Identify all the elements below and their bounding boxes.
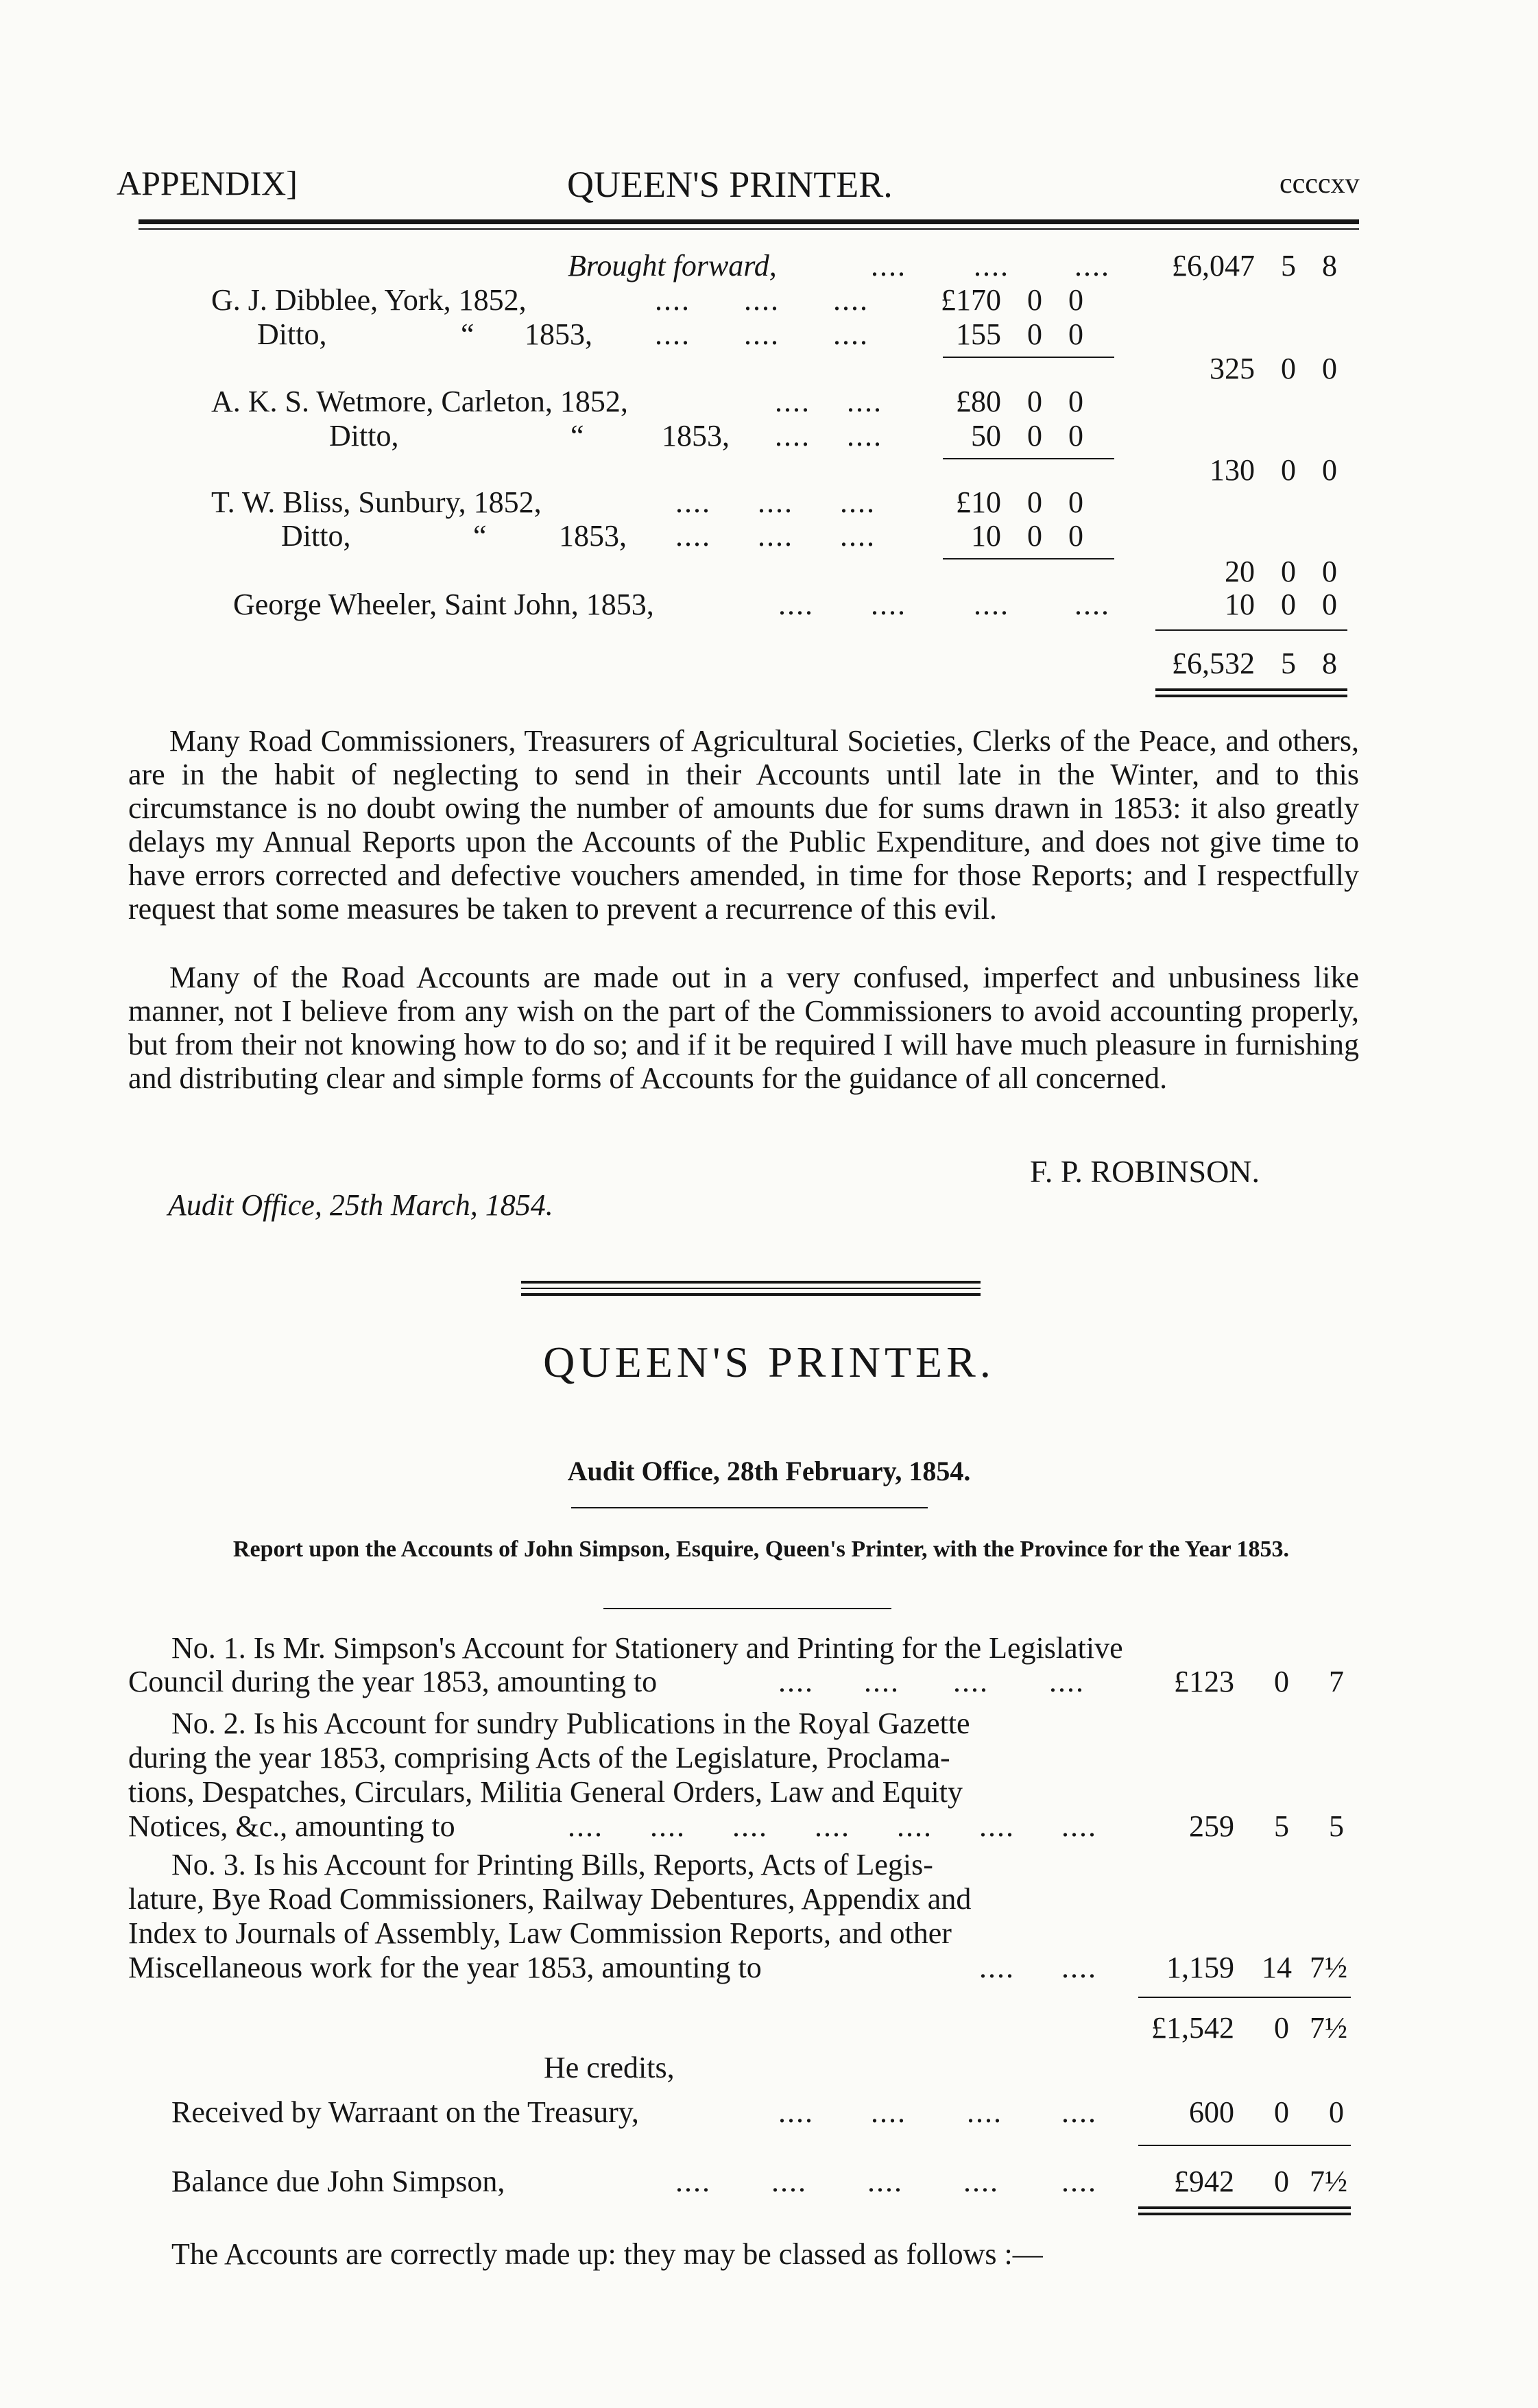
- leader-dots: ....: [833, 283, 869, 317]
- leader-dots: ....: [1074, 588, 1110, 621]
- item-line: No. 3. Is his Account for Printing Bills, Reports, Acts of Legis-: [171, 1848, 933, 1881]
- subtotal-pence: 0: [1322, 555, 1337, 588]
- item-pounds: 259: [1189, 1809, 1234, 1843]
- page-number: ccccxv: [1279, 168, 1360, 200]
- subtotal-pounds: 130: [1210, 453, 1255, 487]
- subtotal-pounds: 325: [1210, 352, 1255, 385]
- entry-shillings: 0: [1027, 485, 1042, 519]
- entry-name: Ditto,: [281, 519, 351, 553]
- entry-name: Ditto,: [257, 317, 327, 351]
- brought-forward-pence: 8: [1322, 249, 1337, 282]
- leader-dots: ....: [1049, 1665, 1085, 1698]
- balance-rule: [1138, 2145, 1351, 2146]
- item-line: No. 2. Is his Account for sundry Publications in the Royal Gazette: [171, 1707, 970, 1740]
- dateline-rule: [571, 1507, 928, 1508]
- leader-dots: ....: [1061, 1951, 1097, 1984]
- leader-dots: ....: [758, 485, 793, 519]
- item-shillings: 14: [1262, 1951, 1292, 1984]
- report-title: Report upon the Accounts of John Simpson, Esquire, Queen's Printer, with the Province for the Year 1853.: [232, 1537, 1290, 1562]
- entry-shillings: 0: [1027, 419, 1042, 453]
- leader-dots: ....: [778, 2095, 814, 2129]
- leader-dots: ....: [675, 485, 711, 519]
- subtotal-pence: 0: [1322, 352, 1337, 385]
- section-rule: [521, 1293, 981, 1296]
- item-line: Miscellaneous work for the year 1853, amounting to: [128, 1951, 762, 1984]
- leader-dots: ....: [847, 419, 882, 453]
- leader-dots: ....: [871, 249, 906, 282]
- entry-pence: 0: [1068, 385, 1083, 418]
- entry-pence: 0: [1068, 317, 1083, 351]
- received-label: Received by Warraant on the Treasury,: [171, 2095, 639, 2129]
- leader-dots: ....: [840, 519, 876, 553]
- leader-dots: ....: [840, 485, 876, 519]
- leader-dots: ....: [675, 519, 711, 553]
- leader-dots: ....: [655, 283, 690, 317]
- received-pounds: 600: [1189, 2095, 1234, 2129]
- total-rule: [1155, 629, 1347, 631]
- leader-dots: ....: [953, 1665, 989, 1698]
- running-head-left: APPENDIX]: [117, 164, 298, 202]
- wheeler-pounds: 10: [1225, 588, 1255, 621]
- subtotal-shillings: 0: [1281, 555, 1296, 588]
- leader-dots: ....: [897, 1809, 933, 1843]
- ditto-mark: “: [473, 519, 487, 553]
- leader-dots: ....: [771, 2165, 807, 2198]
- ditto-mark: “: [461, 317, 474, 351]
- item-line: during the year 1853, comprising Acts of the Legislature, Proclama-: [128, 1741, 950, 1774]
- entry-name: George Wheeler, Saint John, 1853,: [233, 588, 654, 621]
- item-line: Index to Journals of Assembly, Law Commission Reports, and other: [128, 1916, 952, 1950]
- received-shillings: 0: [1274, 2095, 1289, 2129]
- leader-dots: ....: [732, 1809, 768, 1843]
- header-rule-thin: [139, 228, 1359, 230]
- item-shillings: 5: [1274, 1809, 1289, 1843]
- leader-dots: ....: [758, 519, 793, 553]
- entry-pence: 0: [1068, 283, 1083, 317]
- section-title: QUEEN'S PRINTER.: [543, 1338, 995, 1386]
- received-pence: 0: [1329, 2095, 1344, 2129]
- subtotal-pence: 0: [1322, 453, 1337, 487]
- leader-dots: ....: [847, 385, 882, 418]
- entry-pence: 0: [1068, 419, 1083, 453]
- header-rule: [139, 219, 1359, 224]
- leader-dots: ....: [778, 588, 814, 621]
- entry-name: G. J. Dibblee, York, 1852,: [211, 283, 527, 317]
- dateline: Audit Office, 28th February, 1854.: [567, 1456, 971, 1486]
- leader-dots: ....: [655, 317, 690, 351]
- leader-dots: ....: [815, 1809, 850, 1843]
- wheeler-pence: 0: [1322, 588, 1337, 621]
- brought-forward-pounds: £6,047: [1172, 249, 1255, 282]
- section-rule-thin: [521, 1288, 981, 1289]
- subtotal-pounds: 20: [1225, 555, 1255, 588]
- leader-dots: ....: [974, 588, 1009, 621]
- item-pence: 7½: [1310, 1951, 1347, 1984]
- leader-dots: ....: [778, 1665, 814, 1698]
- entry-year: 1853,: [662, 419, 730, 453]
- place-date: Audit Office, 25th March, 1854.: [168, 1188, 553, 1222]
- leader-dots: ....: [867, 2165, 903, 2198]
- entry-pounds: £10: [956, 485, 1001, 519]
- leader-dots: ....: [864, 1665, 900, 1698]
- leader-dots: ....: [775, 385, 810, 418]
- leader-dots: ....: [871, 2095, 906, 2129]
- running-head-title: QUEEN'S PRINTER.: [567, 164, 893, 205]
- leader-dots: ....: [1061, 2165, 1097, 2198]
- item-shillings: 0: [1274, 1665, 1289, 1698]
- credits-label: He credits,: [544, 2051, 675, 2084]
- total-double-rule: [1155, 695, 1347, 697]
- leader-dots: ....: [744, 283, 780, 317]
- entry-name: T. W. Bliss, Sunbury, 1852,: [211, 485, 542, 519]
- paragraph-text: Many of the Road Accounts are made out in a very confused, imperfect and unbusiness like manner, not I believe from any wish on the part of the Commissioners to avoid accounting properly, but from their not knowing how to do so; and if it be required I will have much pleasure in furnishing and distributing clear and simple forms of Accounts for the guidance of all concerned.: [128, 961, 1359, 1095]
- leader-dots: ....: [979, 1809, 1015, 1843]
- entry-shillings: 0: [1027, 317, 1042, 351]
- balance-pounds: £942: [1174, 2165, 1234, 2198]
- entry-shillings: 0: [1027, 519, 1042, 553]
- paragraph-text: Many Road Commissioners, Treasurers of Agricultural Societies, Clerks of the Peace, and others, are in the habit of neglecting to send in their Accounts until late in the Winter, and to this circumstance is no doubt owing the number of amounts due for sums drawn in 1853: it also greatly delays my Annual Reports upon the Accounts of the Public Expenditure, and does not give time to have errors corrected and defective vouchers amended, in time for those Reports; and I respectfully request that some measures be taken to prevent a recurrence of this evil.: [128, 724, 1359, 926]
- leader-dots: ....: [979, 1951, 1015, 1984]
- leader-dots: ....: [871, 588, 906, 621]
- leader-dots: ....: [1061, 1809, 1097, 1843]
- leader-dots: ....: [974, 249, 1009, 282]
- total-pounds: £6,532: [1172, 647, 1255, 680]
- entry-name: A. K. S. Wetmore, Carleton, 1852,: [211, 385, 628, 418]
- wheeler-shillings: 0: [1281, 588, 1296, 621]
- entry-year: 1853,: [559, 519, 627, 553]
- entry-pence: 0: [1068, 519, 1083, 553]
- entry-name: Ditto,: [329, 419, 399, 453]
- closing-line: The Accounts are correctly made up: they may be classed as follows :—: [171, 2237, 1043, 2271]
- item-line: Notices, &c., amounting to: [128, 1809, 455, 1843]
- entry-shillings: 0: [1027, 283, 1042, 317]
- brought-forward-label: Brought forward,: [568, 249, 777, 282]
- leader-dots: ....: [967, 2095, 1002, 2129]
- balance-double-rule: [1138, 2206, 1351, 2209]
- section-rule: [521, 1281, 981, 1284]
- entry-shillings: 0: [1027, 385, 1042, 418]
- item-pounds: £123: [1174, 1665, 1234, 1698]
- item-pounds: 1,159: [1166, 1951, 1234, 1984]
- total-shillings: 5: [1281, 647, 1296, 680]
- signature: F. P. ROBINSON.: [1030, 1154, 1260, 1189]
- total-double-rule: [1155, 688, 1347, 691]
- entry-year: 1853,: [525, 317, 592, 351]
- items-total-rule: [1138, 1997, 1351, 1998]
- summary-subtotal-shillings: 0: [1274, 2011, 1289, 2045]
- item-pence: 5: [1329, 1809, 1344, 1843]
- leader-dots: ....: [675, 2165, 711, 2198]
- balance-shillings: 0: [1274, 2165, 1289, 2198]
- entry-pounds: £170: [941, 283, 1001, 317]
- item-line: lature, Bye Road Commissioners, Railway Debentures, Appendix and: [128, 1882, 972, 1916]
- item-pence: 7: [1329, 1665, 1344, 1698]
- leader-dots: ....: [1061, 2095, 1097, 2129]
- subtotal-shillings: 0: [1281, 352, 1296, 385]
- balance-pence: 7½: [1310, 2165, 1347, 2198]
- leader-dots: ....: [775, 419, 810, 453]
- leader-dots: ....: [963, 2165, 999, 2198]
- ditto-mark: “: [570, 419, 584, 453]
- subtotal-rule: [943, 458, 1114, 459]
- summary-subtotal-pounds: £1,542: [1151, 2011, 1234, 2045]
- subtotal-shillings: 0: [1281, 453, 1296, 487]
- leader-dots: ....: [833, 317, 869, 351]
- balance-double-rule: [1138, 2213, 1351, 2215]
- paragraph: [128, 961, 1359, 1095]
- leader-dots: ....: [1074, 249, 1110, 282]
- total-pence: 8: [1322, 647, 1337, 680]
- subtotal-rule: [943, 357, 1114, 358]
- entry-pence: 0: [1068, 485, 1083, 519]
- entry-pounds: 155: [956, 317, 1001, 351]
- subtotal-rule: [943, 558, 1114, 559]
- leader-dots: ....: [650, 1809, 686, 1843]
- entry-pounds: £80: [956, 385, 1001, 418]
- leader-dots: ....: [744, 317, 780, 351]
- balance-label: Balance due John Simpson,: [171, 2165, 505, 2198]
- item-line: tions, Despatches, Circulars, Militia General Orders, Law and Equity: [128, 1775, 963, 1809]
- report-title-rule: [603, 1608, 891, 1609]
- leader-dots: ....: [568, 1809, 603, 1843]
- paragraph: [128, 724, 1359, 926]
- brought-forward-shillings: 5: [1281, 249, 1296, 282]
- item-line: No. 1. Is Mr. Simpson's Account for Stationery and Printing for the Legislative: [171, 1631, 1123, 1665]
- summary-subtotal-pence: 7½: [1310, 2011, 1347, 2045]
- entry-pounds: 50: [971, 419, 1001, 453]
- item-line: Council during the year 1853, amounting to: [128, 1665, 658, 1698]
- entry-pounds: 10: [971, 519, 1001, 553]
